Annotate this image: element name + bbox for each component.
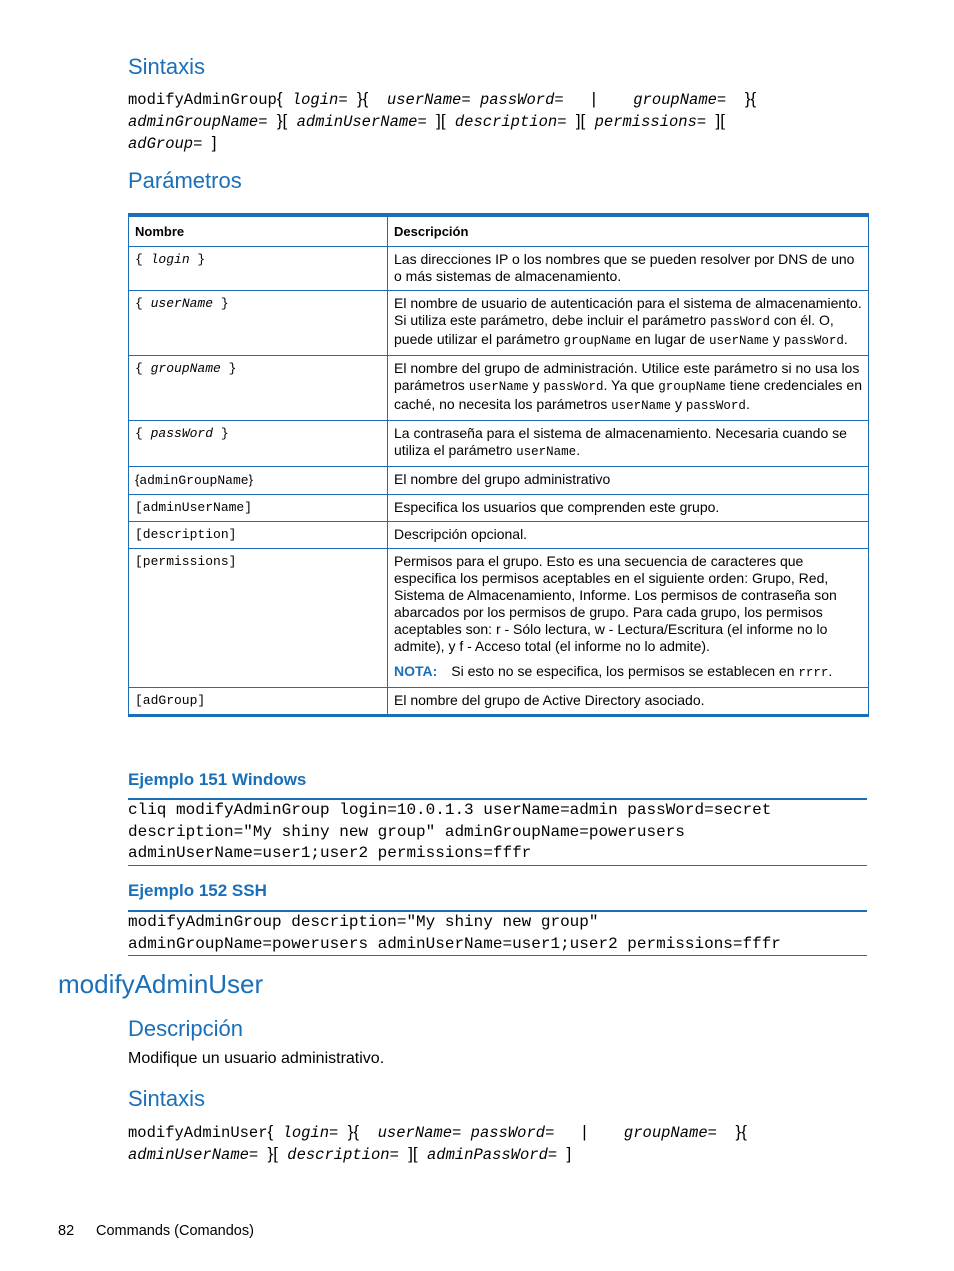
syntax-bracket: ] <box>211 133 217 152</box>
syntax-line-2 <box>128 110 725 134</box>
syntax-param-admingroupname: adminGroupName= <box>128 113 268 131</box>
syntax-pipe: | <box>582 1122 587 1141</box>
param-name: [adGroup] <box>129 688 388 716</box>
param-description: El nombre del grupo administrativo <box>388 467 869 495</box>
syntax-param-permissions: permissions= <box>594 113 707 131</box>
param-name: {adminGroupName} <box>129 467 388 495</box>
code-line: adminGroupName=powerusers adminUserName=user1;user2 permissions=fffr <box>128 934 781 953</box>
param-description: El nombre del grupo de Active Directory asociado. <box>388 688 869 716</box>
syntax-param-password: passWord= <box>479 91 564 109</box>
param-description: El nombre de usuario de autenticación para el sistema de almacenamiento. Si utiliza este parámetro, debe incluir el parámetro passWord con él. O, puede utilizar el parámetro groupName en lugar de userName y passWord. <box>388 291 869 356</box>
description-text: Modifique un usuario administrativo. <box>128 1050 385 1067</box>
syntax-heading: Sintaxis <box>128 54 206 79</box>
syntax-brace: }{ <box>347 1122 360 1141</box>
table-row <box>129 495 869 522</box>
code-line: description="My shiny new group" adminGroupName=powerusers <box>128 822 685 841</box>
description-heading: Descripción <box>128 1016 243 1041</box>
syntax-param-username: userName= <box>386 91 471 109</box>
syntax-param-groupname: groupName= <box>623 1124 717 1142</box>
syntax2-line-2 <box>128 1143 571 1167</box>
syntax-heading-2: Sintaxis <box>128 1086 206 1111</box>
note: NOTA: Si esto no se especifica, los permisos se establecen en rrrr. <box>394 663 833 680</box>
params-table <box>128 213 869 717</box>
footer-section: Commands (Comandos) <box>96 1223 254 1239</box>
param-name: [adminUserName] <box>129 495 388 522</box>
param-description <box>388 549 869 688</box>
syntax-bracket: }[ <box>276 111 288 130</box>
table-row <box>129 291 869 356</box>
table-row <box>129 247 869 291</box>
syntax-brace: }{ <box>356 89 369 108</box>
syntax-brace: }{ <box>744 89 757 108</box>
code-line: modifyAdminGroup description="My shiny new group" <box>128 913 599 931</box>
table-row <box>129 688 869 716</box>
syntax-brace: { <box>276 89 283 108</box>
param-name: { groupName } <box>129 356 388 421</box>
example-151-title: Ejemplo 151 Windows <box>128 770 307 789</box>
syntax-param-password: passWord= <box>470 1124 555 1142</box>
param-name: [permissions] <box>129 549 388 688</box>
syntax-param-description: description= <box>287 1146 399 1164</box>
table-row <box>129 356 869 421</box>
table-row <box>129 549 869 688</box>
code-line: adminUserName=user1;user2 permissions=fffr <box>128 844 532 862</box>
syntax-param-login: login= <box>291 91 348 109</box>
syntax-param-username: userName= <box>377 1124 462 1142</box>
table-row <box>129 467 869 495</box>
syntax-brace: { <box>267 1122 274 1141</box>
param-description: La contraseña para el sistema de almacenamiento. Necesaria cuando se utiliza el parámetro userName. <box>388 421 869 467</box>
syntax-command: modifyAdminGroup <box>128 91 277 109</box>
syntax-param-adminusername: adminUserName= <box>128 1146 259 1164</box>
syntax-pipe: | <box>591 89 596 108</box>
param-name: { passWord } <box>129 421 388 467</box>
param-name: [description] <box>129 522 388 549</box>
example-152-code <box>128 910 867 956</box>
column-header-description: Descripción <box>388 215 869 247</box>
section-title: modifyAdminUser <box>58 969 264 999</box>
syntax-param-adminusername: adminUserName= <box>296 113 427 131</box>
param-description: Especifica los usuarios que comprenden este grupo. <box>388 495 869 522</box>
syntax2-line-1 <box>128 1121 747 1145</box>
syntax-command: modifyAdminUser <box>128 1124 268 1142</box>
syntax-bracket: ] <box>566 1144 572 1163</box>
syntax-brace: }{ <box>735 1122 747 1141</box>
syntax-line-1 <box>128 88 756 112</box>
param-name: { login } <box>129 247 388 291</box>
note-label: NOTA: <box>394 663 438 679</box>
syntax-bracket: }[ <box>267 1144 278 1163</box>
table-row <box>129 522 869 549</box>
note-text: Si esto no se especifica, los permisos se establecen en <box>451 663 799 679</box>
param-name: { userName } <box>129 291 388 356</box>
syntax-bracket: ][ <box>408 1144 418 1163</box>
syntax-param-description: description= <box>454 113 567 131</box>
code-line: cliq modifyAdminGroup login=10.0.1.3 userName=admin passWord=secret <box>128 801 772 819</box>
syntax-bracket: ][ <box>715 111 725 130</box>
page-number: 82 <box>58 1223 75 1239</box>
permissions-description: Permisos para el grupo. Esto es una secuencia de caracteres que especifica los permisos aceptables en el siguiente orden: Grupo, Red, Sistema de Almacenamiento, Informe. Los permisos de contraseña son abarcados por los permisos de grupo. Para cada grupo, los permisos aceptables son: r - Sólo lectura, w - Lectura/Escritura (el informe no lo admite), y f - Acceso total (el informe no lo admite). <box>394 553 837 654</box>
note-code: rrrr <box>798 666 829 680</box>
column-header-name: Nombre <box>129 215 388 247</box>
syntax-param-login: login= <box>282 1124 339 1142</box>
syntax-param-adgroup: adGroup= <box>128 135 203 153</box>
param-description: Las direcciones IP o los nombres que se pueden resolver por DNS de uno o más sistemas de almacenamiento. <box>388 247 869 291</box>
syntax-param-adminpassword: adminPassWord= <box>426 1146 558 1164</box>
table-header-row <box>129 215 869 247</box>
syntax-line-3 <box>128 132 216 156</box>
syntax-bracket: ][ <box>436 111 446 130</box>
param-description: El nombre del grupo de administración. Utilice este parámetro si no usa los parámetros userName y passWord. Ya que groupName tiene credenciales en caché, no necesita los parámetros userName y passWord. <box>388 356 869 421</box>
example-152-title: Ejemplo 152 SSH <box>128 881 267 900</box>
syntax-param-groupname: groupName= <box>633 91 727 109</box>
param-description: Descripción opcional. <box>388 522 869 549</box>
table-row <box>129 421 869 467</box>
syntax-bracket: ][ <box>575 111 586 130</box>
params-heading: Parámetros <box>128 168 242 193</box>
example-151-code <box>128 798 867 866</box>
